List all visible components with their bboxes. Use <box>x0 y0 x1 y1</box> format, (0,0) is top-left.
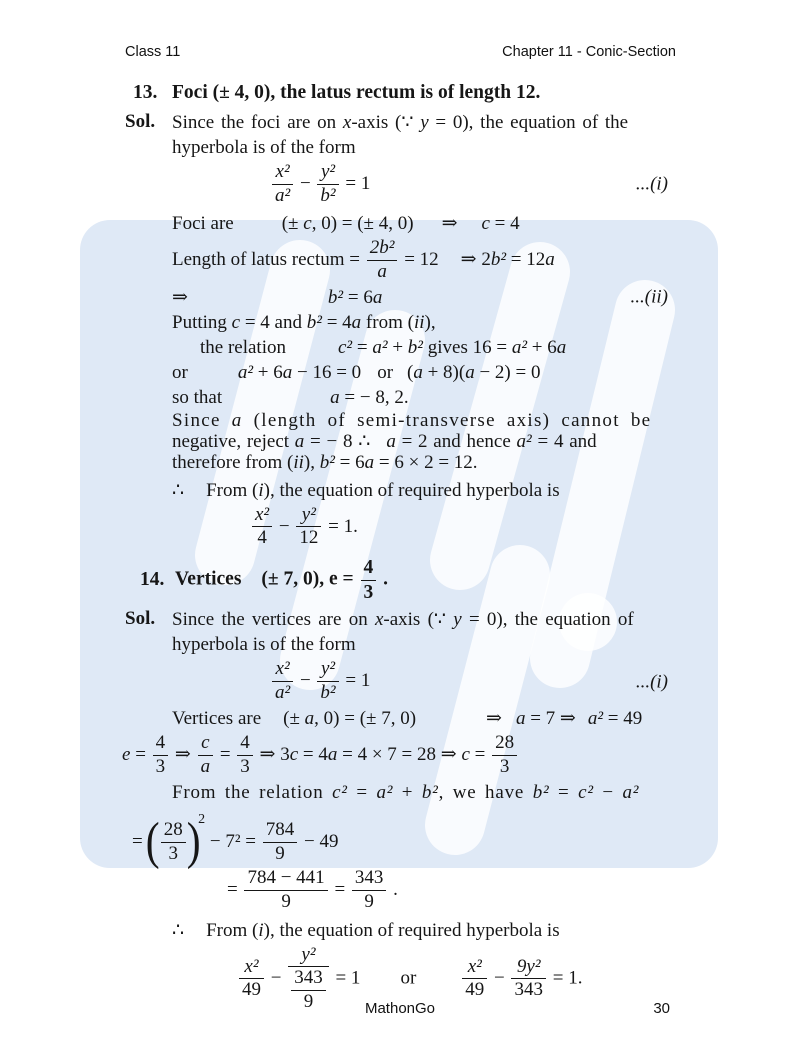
math-line: negative, reject a = − 8 ∴ a = 2 and hence a² = 4 and <box>172 430 597 452</box>
math-line: hyperbola is of the form <box>172 137 356 158</box>
math-line: so that a = − 8, 2. <box>172 386 409 408</box>
problem-14-heading <box>140 555 670 605</box>
math-line: Length of latus rectum = $\frac{\text{2b²}}{a}$ = 12 ⇒ 2b² = 12a <box>172 236 555 282</box>
math-line: $\frac{\text{x²}}{49}$ − $\frac{\text{y²}}{\frac{343}{9}}$ = 1 or $\frac{\text{x²}}{49}$ − $\frac{\text{9y²}}{343}$ = 1. <box>237 945 668 1014</box>
math-line: ⇒ b² = 6a ...(ii) <box>172 286 668 308</box>
math-line: Since a (length of semi-transverse axis) cannot be <box>172 409 652 431</box>
page-footer <box>0 1000 800 1017</box>
problem-14-number: 14. <box>140 569 165 591</box>
math-line: From the relation c² = a² + b², we have b² = c² − a² <box>172 781 640 803</box>
solution-13 <box>125 110 668 549</box>
header-right: Chapter 11 - Conic-Section <box>502 44 676 60</box>
math-line: $\frac{\text{x²}}{\text{a²}}$ − $\frac{\text{y²}}{\text{b²}}$ = 1 ...(i) <box>270 162 668 207</box>
math-line: e = $\frac{4}{3}$ ⇒ $\frac{c}{a}$ = $\frac{4}{3}$ ⇒ 3c = 4a = 4 × 7 = 28 ⇒ c = $\frac{28}{3}$ <box>122 733 668 778</box>
solution-13-body <box>172 110 668 549</box>
math-line: $\frac{\text{x²}}{\text{a²}}$ − $\frac{\text{y²}}{\text{b²}}$ = 1 ...(i) <box>270 659 668 704</box>
math-line: therefore from (ii), b² = 6a = 6 × 2 = 12. <box>172 451 478 473</box>
math-line: Vertices (± 7, 0), e = $\frac{4}{3}$ . <box>175 557 389 603</box>
math-line: $\frac{\text{x²}}{4}$ − $\frac{\text{y²}}{12}$ = 1. <box>250 505 668 550</box>
equation-tag: ...(ii) <box>630 286 668 308</box>
math-line: = $\frac{784 - 441}{9}$ = $\frac{343}{9}$ . <box>227 866 398 912</box>
math-line: Foci are (± c, 0) = (± 4, 0) ⇒ c = 4 <box>172 212 520 234</box>
solution-13-label: Sol. <box>125 111 156 132</box>
brand-text: MathonGo <box>364 1000 436 1017</box>
math-line: ∴ From (i), the equation of required hyperbola is <box>172 919 560 941</box>
math-line: the relation c² = a² + b² gives 16 = a² + 6a <box>200 336 567 358</box>
math-line: Vertices are (± a, 0) = (± 7, 0) ⇒ a = 7 ⇒ a² = 49 <box>172 708 643 729</box>
solution-14-label: Sol. <box>125 608 156 630</box>
math-line: ∴ From (i), the equation of required hyperbola is <box>172 479 560 501</box>
math-line: Putting c = 4 and b² = 4a from (ii), <box>172 311 436 333</box>
problem-13-title: Foci (± 4, 0), the latus rectum is of length 12. <box>172 82 541 103</box>
problem-13-number: 13. <box>133 82 158 103</box>
math-line: hyperbola is of the form <box>172 634 356 656</box>
problem-13-heading <box>133 82 670 104</box>
solution-14 <box>122 607 668 1013</box>
math-line: or a² + 6a − 16 = 0 or (a + 8)(a − 2) = 0 <box>172 361 541 383</box>
equation-tag: ...(i) <box>635 173 668 195</box>
math-line: Since the foci are on x-axis (∵ y = 0), the equation of the <box>172 112 629 133</box>
problem-14-title <box>175 555 388 605</box>
equation-tag: ...(i) <box>635 671 668 693</box>
math-line: Since the vertices are on x-axis (∵ y = 0), the equation of <box>172 609 634 631</box>
header-left: Class 11 <box>125 44 181 60</box>
page-header <box>0 0 800 60</box>
math-line: = ( $\frac{28}{3}$ )$^2$ − 7² = $\frac{784}{9}$ − 49 <box>132 811 339 871</box>
page-number: 30 <box>653 1000 670 1017</box>
